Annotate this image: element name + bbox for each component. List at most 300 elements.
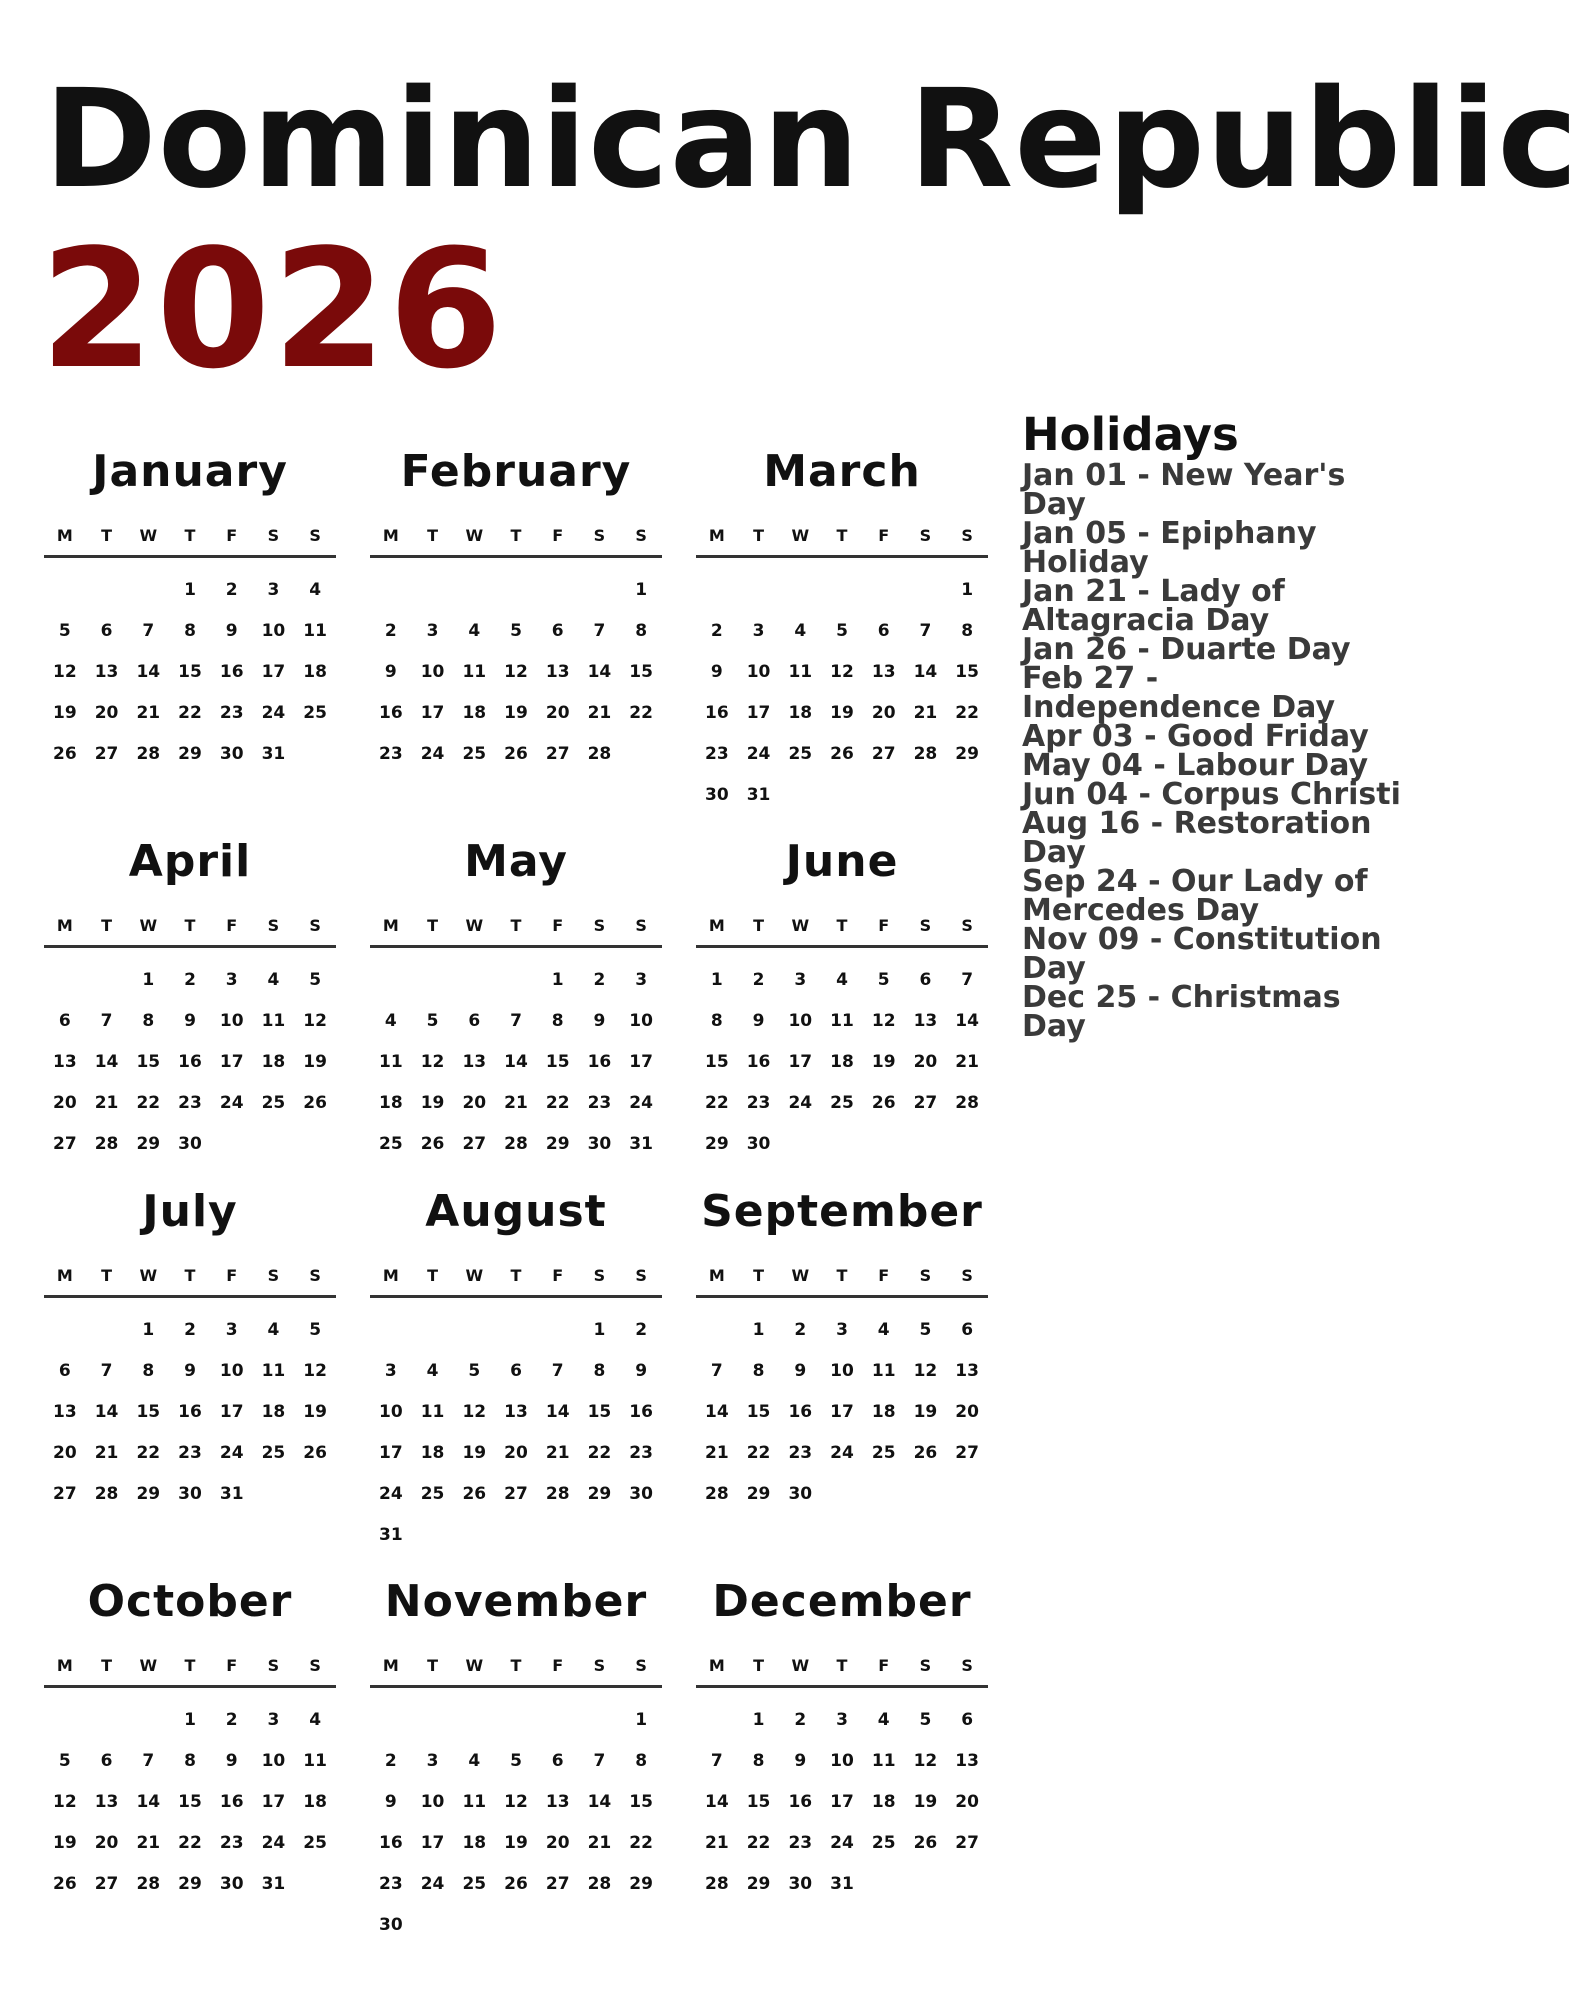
day-cell: 8 <box>142 1361 155 1381</box>
day-cell: 2 <box>710 621 723 641</box>
day-cell: 17 <box>830 1792 854 1812</box>
day-cell: 27 <box>94 1874 119 1894</box>
day-cell: 1 <box>184 580 196 600</box>
day-cell: 21 <box>94 1443 119 1463</box>
day-cell: 19 <box>462 1443 487 1463</box>
weekday-label: M <box>382 916 399 935</box>
day-cell: 2 <box>225 580 238 600</box>
day-cell: 10 <box>830 1361 854 1381</box>
day-cell: 30 <box>746 1134 771 1154</box>
day-cell: 12 <box>504 662 528 682</box>
day-cell: 1 <box>635 1710 648 1730</box>
day-cell: 31 <box>261 744 286 764</box>
day-cell: 17 <box>261 662 286 682</box>
day-cell: 26 <box>53 744 77 764</box>
holiday-item: Jan 05 - Epiphany Holiday <box>1022 516 1317 580</box>
weekday-label: W <box>791 916 810 935</box>
empty-cell <box>370 960 412 1001</box>
weekday-label: S <box>593 1266 606 1285</box>
day-cell: 15 <box>136 1052 161 1072</box>
day-cell: 13 <box>53 1052 77 1072</box>
day-cell: 27 <box>94 744 119 764</box>
day-cell: 5 <box>58 621 71 641</box>
day-grid <box>696 960 988 1165</box>
day-cell: 19 <box>871 1052 896 1072</box>
day-cell: 27 <box>955 1833 979 1853</box>
day-cell: 18 <box>303 1792 327 1812</box>
day-cell: 30 <box>219 1874 244 1894</box>
day-cell: 31 <box>261 1874 286 1894</box>
weekday-label: T <box>427 1266 439 1285</box>
day-cell: 12 <box>303 1011 327 1031</box>
month-name: June <box>785 836 899 887</box>
month-name: July <box>142 1186 238 1237</box>
day-cell: 18 <box>420 1443 445 1463</box>
weekday-header <box>44 1266 336 1298</box>
day-grid <box>696 570 988 816</box>
empty-cell <box>696 570 738 611</box>
day-cell: 5 <box>919 1710 932 1730</box>
day-cell: 27 <box>871 744 896 764</box>
empty-cell <box>412 570 454 611</box>
day-cell: 6 <box>468 1011 481 1031</box>
day-cell: 7 <box>919 621 932 641</box>
day-cell: 2 <box>752 970 765 990</box>
day-cell: 26 <box>913 1833 938 1853</box>
weekday-header <box>44 1656 336 1688</box>
day-cell: 9 <box>752 1011 765 1031</box>
weekday-label: S <box>635 916 647 935</box>
weekday-label: F <box>552 1656 564 1675</box>
empty-cell <box>370 570 412 611</box>
day-cell: 28 <box>705 1874 729 1894</box>
day-cell: 4 <box>384 1011 397 1031</box>
day-cell: 27 <box>53 1134 77 1154</box>
weekday-label: T <box>427 1656 439 1675</box>
day-cell: 4 <box>794 621 807 641</box>
day-cell: 9 <box>184 1011 196 1031</box>
empty-cell <box>412 960 454 1001</box>
weekday-label: M <box>708 1266 725 1285</box>
day-cell: 23 <box>705 744 729 764</box>
day-grid <box>370 570 662 775</box>
empty-cell <box>495 570 537 611</box>
weekday-label: S <box>961 1266 973 1285</box>
day-cell: 20 <box>913 1052 938 1072</box>
day-cell: 17 <box>830 1402 854 1422</box>
day-cell: 28 <box>136 744 161 764</box>
day-cell: 6 <box>877 621 890 641</box>
empty-cell <box>537 1310 579 1351</box>
day-cell: 27 <box>462 1134 487 1154</box>
day-cell: 18 <box>462 703 487 723</box>
day-cell: 18 <box>379 1093 403 1113</box>
empty-cell <box>412 1700 454 1741</box>
day-cell: 18 <box>871 1402 896 1422</box>
day-cell: 23 <box>587 1093 612 1113</box>
day-grid <box>370 960 662 1165</box>
day-cell: 20 <box>53 1443 77 1463</box>
day-cell: 12 <box>871 1011 896 1031</box>
day-cell: 11 <box>303 1751 327 1771</box>
day-cell: 19 <box>830 703 854 723</box>
day-cell: 9 <box>794 1361 807 1381</box>
weekday-label: T <box>753 1266 765 1285</box>
day-cell: 26 <box>504 1874 528 1894</box>
weekday-label: T <box>184 916 196 935</box>
weekday-label: S <box>593 1656 606 1675</box>
day-cell: 26 <box>830 744 854 764</box>
weekday-label: M <box>56 1656 73 1675</box>
day-cell: 7 <box>593 1751 606 1771</box>
day-cell: 10 <box>219 1361 244 1381</box>
weekday-header <box>696 1266 988 1298</box>
day-cell: 16 <box>379 1833 403 1853</box>
day-cell: 21 <box>545 1443 570 1463</box>
day-cell: 26 <box>913 1443 938 1463</box>
day-cell: 16 <box>219 662 244 682</box>
month-december <box>696 1576 988 1905</box>
empty-cell <box>86 1310 128 1351</box>
day-grid <box>44 960 336 1165</box>
empty-cell <box>44 1310 86 1351</box>
day-cell: 28 <box>587 744 612 764</box>
month-january <box>44 446 336 775</box>
day-cell: 6 <box>919 970 932 990</box>
weekday-label: S <box>919 1266 932 1285</box>
day-cell: 10 <box>420 1792 445 1812</box>
weekday-label: T <box>184 1266 196 1285</box>
day-cell: 23 <box>379 1874 403 1894</box>
day-cell: 13 <box>955 1361 979 1381</box>
day-cell: 8 <box>142 1011 155 1031</box>
weekday-label: F <box>552 526 564 545</box>
day-grid <box>696 1700 988 1905</box>
day-cell: 23 <box>788 1443 813 1463</box>
day-cell: 16 <box>705 703 729 723</box>
day-cell: 21 <box>136 1833 161 1853</box>
day-cell: 14 <box>136 1792 161 1812</box>
day-cell: 5 <box>309 1320 322 1340</box>
day-cell: 13 <box>53 1402 77 1422</box>
day-cell: 14 <box>504 1052 528 1072</box>
day-cell: 6 <box>58 1011 71 1031</box>
day-cell: 11 <box>420 1402 445 1422</box>
day-cell: 30 <box>587 1134 612 1154</box>
weekday-label: W <box>139 526 158 545</box>
day-cell: 29 <box>587 1484 612 1504</box>
day-cell: 2 <box>794 1710 807 1730</box>
day-cell: 15 <box>705 1052 729 1072</box>
day-cell: 9 <box>384 662 397 682</box>
holiday-item: Feb 27 - Independence Day <box>1022 661 1336 725</box>
day-cell: 2 <box>384 621 397 641</box>
month-name: October <box>87 1576 293 1627</box>
day-cell: 13 <box>955 1751 979 1771</box>
day-cell: 1 <box>184 1710 196 1730</box>
day-cell: 22 <box>136 1443 161 1463</box>
weekday-header <box>370 526 662 558</box>
day-cell: 19 <box>504 703 528 723</box>
weekday-label: M <box>382 1266 399 1285</box>
weekday-label: S <box>267 1656 280 1675</box>
day-cell: 15 <box>629 662 653 682</box>
day-cell: 16 <box>629 1402 653 1422</box>
day-cell: 16 <box>219 1792 244 1812</box>
day-cell: 15 <box>746 1792 771 1812</box>
day-cell: 10 <box>261 1751 286 1771</box>
month-november <box>370 1576 662 1946</box>
day-cell: 21 <box>504 1093 528 1113</box>
empty-cell <box>537 1700 579 1741</box>
day-cell: 30 <box>219 744 244 764</box>
day-cell: 15 <box>629 1792 653 1812</box>
day-cell: 17 <box>420 703 445 723</box>
day-cell: 12 <box>53 662 77 682</box>
day-cell: 24 <box>788 1093 813 1113</box>
day-cell: 6 <box>551 1751 564 1771</box>
weekday-label: M <box>708 916 725 935</box>
day-cell: 27 <box>545 1874 570 1894</box>
day-cell: 1 <box>635 580 648 600</box>
day-cell: 3 <box>267 1710 280 1730</box>
day-cell: 4 <box>877 1710 890 1730</box>
day-cell: 7 <box>593 621 606 641</box>
day-cell: 9 <box>384 1792 397 1812</box>
day-cell: 1 <box>752 1320 765 1340</box>
day-cell: 26 <box>303 1093 327 1113</box>
day-cell: 22 <box>136 1093 161 1113</box>
day-cell: 19 <box>53 1833 77 1853</box>
day-cell: 28 <box>136 1874 161 1894</box>
month-march <box>696 446 988 816</box>
day-cell: 11 <box>871 1361 896 1381</box>
month-february <box>370 446 662 775</box>
day-grid <box>696 1310 988 1515</box>
day-cell: 13 <box>462 1052 487 1072</box>
day-cell: 3 <box>794 970 807 990</box>
weekday-label: M <box>708 1656 725 1675</box>
day-grid <box>44 1700 336 1905</box>
day-cell: 2 <box>184 970 196 990</box>
day-cell: 23 <box>178 1443 202 1463</box>
month-name: August <box>425 1186 607 1237</box>
weekday-label: M <box>56 916 73 935</box>
empty-cell <box>412 1310 454 1351</box>
weekday-label: S <box>635 526 647 545</box>
day-cell: 5 <box>510 621 522 641</box>
day-cell: 26 <box>53 1874 77 1894</box>
day-cell: 13 <box>94 662 119 682</box>
day-cell: 24 <box>830 1833 854 1853</box>
day-cell: 17 <box>788 1052 813 1072</box>
day-cell: 16 <box>379 703 403 723</box>
day-cell: 16 <box>746 1052 771 1072</box>
weekday-label: M <box>56 526 73 545</box>
day-cell: 24 <box>420 744 445 764</box>
day-cell: 19 <box>504 1833 528 1853</box>
weekday-label: T <box>101 1266 113 1285</box>
weekday-header <box>696 526 988 558</box>
day-cell: 22 <box>629 1833 653 1853</box>
weekday-header <box>370 1656 662 1688</box>
day-cell: 23 <box>379 744 403 764</box>
day-cell: 2 <box>794 1320 807 1340</box>
day-cell: 10 <box>788 1011 813 1031</box>
weekday-label: F <box>878 1266 890 1285</box>
holiday-item: Dec 25 - Christmas Day <box>1022 980 1341 1044</box>
day-cell: 30 <box>705 785 729 805</box>
day-cell: 22 <box>629 703 653 723</box>
day-cell: 7 <box>710 1361 723 1381</box>
empty-cell <box>453 1700 495 1741</box>
day-cell: 17 <box>379 1443 403 1463</box>
weekday-label: S <box>309 526 321 545</box>
weekday-label: T <box>427 916 439 935</box>
day-cell: 30 <box>379 1915 403 1935</box>
weekday-label: T <box>836 1656 848 1675</box>
day-cell: 25 <box>462 1874 487 1894</box>
month-august <box>370 1186 662 1556</box>
day-cell: 8 <box>752 1751 765 1771</box>
day-cell: 1 <box>142 970 155 990</box>
month-name: November <box>384 1576 648 1627</box>
day-cell: 3 <box>426 1751 439 1771</box>
page-title: Dominican Republic <box>44 61 1579 219</box>
day-cell: 9 <box>593 1011 606 1031</box>
weekday-label: S <box>919 1656 932 1675</box>
empty-cell <box>127 1700 169 1741</box>
day-cell: 29 <box>136 1484 161 1504</box>
day-cell: 28 <box>545 1484 570 1504</box>
day-cell: 20 <box>955 1402 979 1422</box>
day-cell: 3 <box>384 1361 397 1381</box>
day-cell: 28 <box>94 1134 119 1154</box>
day-cell: 18 <box>261 1052 286 1072</box>
day-cell: 3 <box>426 621 439 641</box>
day-cell: 8 <box>551 1011 564 1031</box>
day-cell: 30 <box>178 1134 202 1154</box>
day-cell: 23 <box>788 1833 813 1853</box>
weekday-label: F <box>878 1656 890 1675</box>
weekday-label: T <box>427 526 439 545</box>
day-cell: 18 <box>462 1833 487 1853</box>
day-cell: 24 <box>830 1443 854 1463</box>
day-cell: 20 <box>53 1093 77 1113</box>
day-cell: 17 <box>219 1052 244 1072</box>
day-cell: 13 <box>504 1402 528 1422</box>
day-grid <box>44 570 336 775</box>
day-cell: 24 <box>629 1093 653 1113</box>
day-cell: 11 <box>379 1052 403 1072</box>
day-cell: 5 <box>877 970 890 990</box>
day-cell: 11 <box>462 662 487 682</box>
day-cell: 11 <box>261 1361 286 1381</box>
day-cell: 12 <box>830 662 854 682</box>
day-cell: 17 <box>420 1833 445 1853</box>
day-cell: 29 <box>178 1874 202 1894</box>
day-cell: 28 <box>913 744 938 764</box>
day-cell: 19 <box>913 1402 938 1422</box>
holidays-panel <box>1022 408 1407 1044</box>
day-cell: 26 <box>303 1443 327 1463</box>
weekday-label: T <box>101 526 113 545</box>
day-cell: 22 <box>955 703 979 723</box>
day-cell: 23 <box>219 1833 244 1853</box>
day-cell: 9 <box>184 1361 196 1381</box>
weekday-label: T <box>510 526 522 545</box>
weekday-header <box>696 1656 988 1688</box>
day-cell: 20 <box>94 1833 119 1853</box>
day-cell: 10 <box>746 662 771 682</box>
day-cell: 3 <box>752 621 765 641</box>
day-cell: 5 <box>309 970 322 990</box>
holiday-item: May 04 - Labour Day <box>1022 748 1369 783</box>
day-cell: 26 <box>462 1484 487 1504</box>
day-cell: 25 <box>379 1134 403 1154</box>
weekday-label: M <box>382 526 399 545</box>
day-cell: 17 <box>629 1052 653 1072</box>
day-cell: 25 <box>788 744 813 764</box>
day-cell: 29 <box>746 1484 771 1504</box>
day-cell: 17 <box>261 1792 286 1812</box>
day-cell: 16 <box>788 1402 813 1422</box>
weekday-label: S <box>593 916 606 935</box>
day-cell: 21 <box>587 703 612 723</box>
day-cell: 6 <box>961 1320 974 1340</box>
day-cell: 4 <box>877 1320 890 1340</box>
weekday-label: M <box>382 1656 399 1675</box>
day-cell: 7 <box>142 1751 155 1771</box>
day-cell: 4 <box>309 580 322 600</box>
day-cell: 22 <box>746 1833 771 1853</box>
day-cell: 15 <box>746 1402 771 1422</box>
day-cell: 12 <box>913 1361 938 1381</box>
empty-cell <box>453 570 495 611</box>
day-cell: 21 <box>705 1833 729 1853</box>
day-cell: 30 <box>178 1484 202 1504</box>
weekday-label: T <box>753 526 765 545</box>
holiday-list <box>1022 458 1407 1044</box>
empty-cell <box>127 570 169 611</box>
day-cell: 1 <box>961 580 974 600</box>
day-cell: 24 <box>219 1093 244 1113</box>
day-cell: 2 <box>635 1320 648 1340</box>
weekday-label: T <box>753 916 765 935</box>
day-cell: 29 <box>629 1874 653 1894</box>
weekday-label: W <box>139 916 158 935</box>
empty-cell <box>453 1310 495 1351</box>
holiday-item: Apr 03 - Good Friday <box>1022 719 1369 754</box>
day-cell: 14 <box>705 1792 729 1812</box>
day-cell: 10 <box>219 1011 244 1031</box>
day-cell: 25 <box>462 744 487 764</box>
empty-cell <box>495 960 537 1001</box>
weekday-label: W <box>465 1656 484 1675</box>
day-cell: 1 <box>551 970 564 990</box>
weekday-label: F <box>552 916 564 935</box>
weekday-label: S <box>635 1266 647 1285</box>
day-cell: 27 <box>545 744 570 764</box>
weekday-label: W <box>139 1656 158 1675</box>
weekday-label: S <box>267 916 280 935</box>
day-cell: 3 <box>267 580 280 600</box>
day-cell: 15 <box>178 662 202 682</box>
holidays-title: Holidays <box>1022 408 1239 461</box>
day-cell: 12 <box>913 1751 938 1771</box>
empty-cell <box>86 960 128 1001</box>
day-cell: 8 <box>635 1751 648 1771</box>
